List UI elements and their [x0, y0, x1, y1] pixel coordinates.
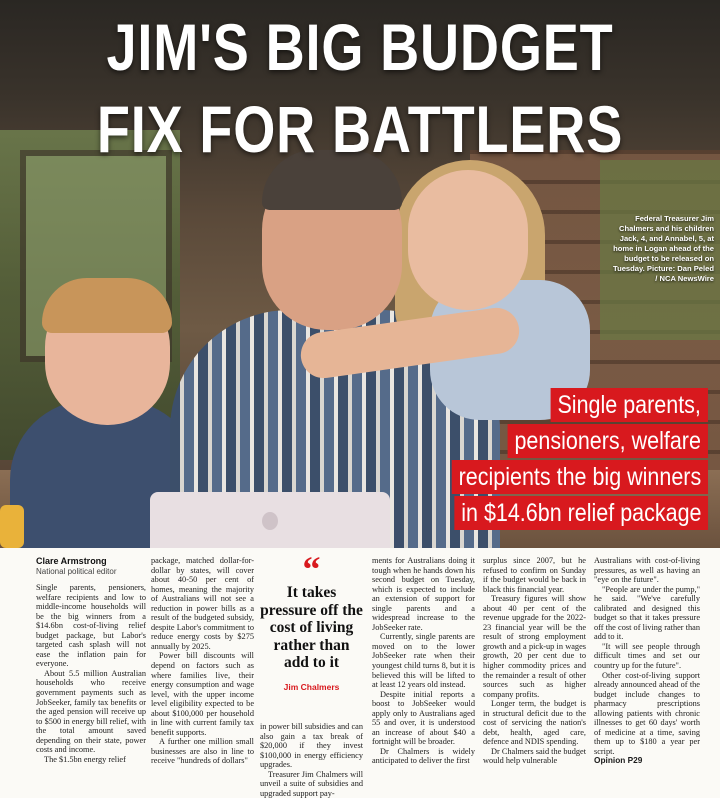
- opinion-reference: Opinion P29: [594, 755, 643, 766]
- paragraph: "It will see people through difficult times and set our country up for the future".: [594, 641, 700, 671]
- caption-line: budget to be released on: [624, 254, 714, 263]
- paragraph: Other cost-of-living support already announced ahead of the budget include changes to pharmacy prescriptions allowing patients with chronic illnesses to get 60 days' worth of medicine at a time, saving them up to $180 a year per script.: [594, 670, 700, 756]
- paragraph: Currently, single parents are moved on to the lower JobSeeker rate when their youngest child turns 8, but it is believed this will be lifted to at least 12 years old instead.: [372, 632, 475, 690]
- caption-line: Jack, 4, and Annabel, 5, at: [619, 234, 714, 243]
- girl-face: [408, 170, 528, 310]
- subhead-line-2: [475, 424, 708, 458]
- caption-line: / NCA NewsWire: [655, 274, 714, 283]
- subhead-line-3: [410, 460, 708, 494]
- paragraph: Dr Chalmers is widely anticipated to deliver the first: [372, 746, 475, 766]
- column-4: [372, 556, 475, 766]
- paragraph: Treasurer Jim Chalmers will unveil a suite of subsidies and upgraded support pay-: [260, 769, 363, 798]
- headline-line-1: JIM'S BIG BUDGET: [106, 10, 614, 84]
- subhead-text: in $14.6bn relief package: [454, 496, 708, 530]
- caption-line: home in Logan ahead of the: [613, 244, 714, 253]
- paragraph: ments for Australians doing it tough when he hands down his second budget on Tuesday, which is expected to include an extension of support for single parents and a widespread increase to the JobSeeker rate.: [372, 556, 475, 632]
- column-2: [151, 556, 254, 766]
- paragraph: The $1.5bn energy relief: [44, 754, 126, 764]
- headline-line-2: FIX FOR BATTLERS: [96, 92, 624, 166]
- laptop-logo-icon: [262, 512, 278, 530]
- paragraph: Despite initial reports a boost to JobSeeker would apply only to Australians aged 55 and over, it is understood an increase of about $40 a fortnight will be broader.: [372, 689, 475, 747]
- caption-line: Chalmers and his children: [619, 224, 714, 233]
- caption-line: Federal Treasurer Jim: [635, 214, 714, 223]
- caption-line: Tuesday. Picture: Dan Peled: [613, 264, 714, 273]
- pull-quote-attribution: Jim Chalmers: [283, 681, 340, 692]
- paragraph: in power bill subsidies and can also gain a tax break of $20,000 if they invest $100,000 in energy efficiency upgrades.: [260, 722, 363, 770]
- paragraph: Dr Chalmers said the budget would help vulnerable: [483, 746, 586, 766]
- subhead-text: pensioners, welfare: [508, 424, 708, 458]
- quote-mark-icon: “: [302, 549, 321, 589]
- headline: [65, 6, 655, 170]
- column-5: [483, 556, 586, 766]
- pull-quote: [260, 549, 363, 692]
- column-1: [36, 556, 146, 764]
- paragraph: surplus since 2007, but he refused to confirm on Sunday if the budget would be back in black this financial year.: [483, 556, 586, 594]
- paragraph: "People are under the pump," he said. "We've carefully calibrated and designed this budget so that it takes pressure off the cost of living rather than add to it.: [594, 584, 700, 642]
- subhead-line-1: [525, 388, 708, 422]
- toy: [0, 505, 24, 548]
- byline-role: National political editor: [36, 567, 117, 576]
- paragraph: package, matched dollar-for-dollar by states, will cover about 40-50 per cent of homes, meaning the majority of Australians will not see a reduction in power bills as a result of the budgeted subsidy, despite Labor's commitment to reduce energy costs by $275 annually by 2025.: [151, 556, 254, 651]
- paragraph: About 5.5 million Australian households who receive government payments such as JobSeeker, family tax benefits or the aged pension will receive up to $500 in energy bill relief, with the total amount saved depending on their state, power costs and income.: [36, 668, 146, 755]
- column-3: [260, 722, 363, 798]
- paragraph: Longer term, the budget is in structural deficit due to the cost of servicing the nation's debt, health, aged care, defence and NDIS spending.: [483, 699, 586, 747]
- paragraph: Australians with cost-of-living pressures, as well as having an "eye on the future".: [594, 556, 700, 585]
- boy-hair: [42, 278, 172, 333]
- paragraph: A further one million small businesses are also in line to receive "hundreds of dollars": [151, 737, 254, 766]
- column-6: [594, 556, 700, 766]
- paragraph: Power bill discounts will depend on factors such as where families live, their energy consumption and wage level, with the upper income level eligibility expected to be about $100,000 per household in line with current family tax benefit supports.: [151, 651, 254, 737]
- photo-caption: [594, 214, 714, 284]
- paragraph: Treasury figures will show about 40 per cent of the revenue upgrade for the 2022-23 financial year will be the result of strong employment growth and a pick-up in wages growth, 20 per cent due to higher commodity prices and the remainder a result of other sources such as higher company profits.: [483, 594, 586, 699]
- subhead-text: Single parents,: [551, 388, 708, 422]
- paragraph: Single parents, pensioners, welfare recipients and low to middle-income households will be the big winners from a $14.6bn cost-of-living relief budget package, but Labor's targeted cash splash will not ease the inflation pain for everyone.: [36, 583, 146, 669]
- byline-name: Clare Armstrong: [36, 556, 107, 566]
- subhead-text: recipients the big winners: [452, 460, 708, 494]
- subhead-line-4: [413, 496, 708, 530]
- pull-quote-text: It takes pressure off the cost of living rather than add to it: [260, 584, 363, 671]
